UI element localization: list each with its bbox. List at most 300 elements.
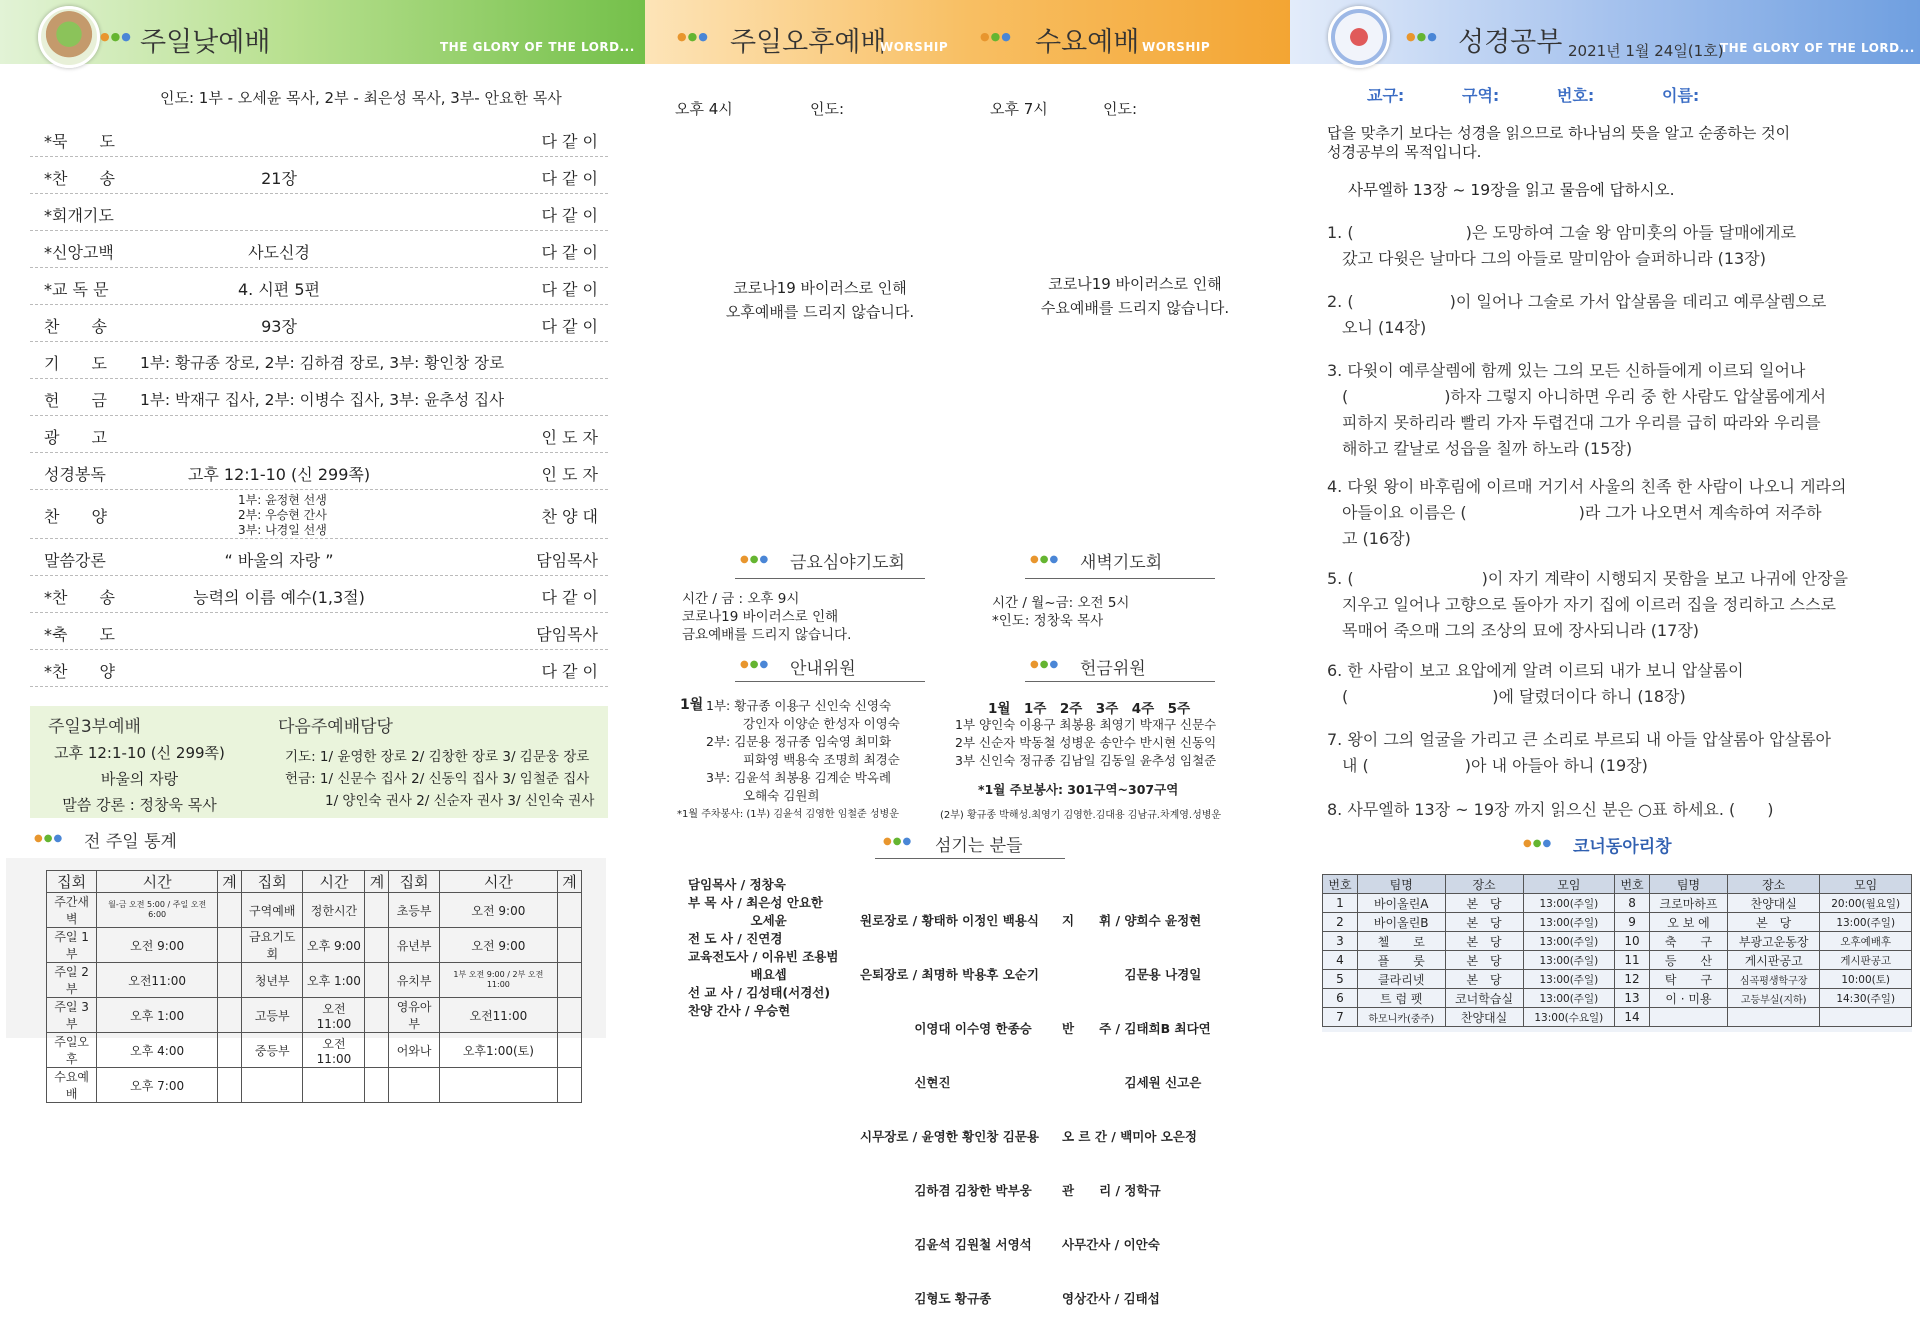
usher-line: 강인자 이양순 한성자 이영숙 bbox=[743, 716, 900, 731]
order-detail: 사도신경 bbox=[248, 243, 310, 262]
stats-cell: 중등부 bbox=[242, 1033, 303, 1068]
order-leader: 담임목사 bbox=[536, 625, 598, 644]
corner-cell bbox=[1650, 1008, 1728, 1027]
corner-cell: 본 당 bbox=[1445, 970, 1523, 989]
stats-cell: 주일 1부 bbox=[47, 928, 97, 963]
dawn-prayer-title: 새벽기도회 bbox=[1080, 553, 1163, 573]
order-item: *묵 도 bbox=[44, 132, 115, 151]
service-leaders: 인도: 1부 - 오세윤 목사, 2부 - 최은성 목사, 3부- 안요한 목사 bbox=[160, 89, 562, 107]
stats-cell: 오후 7:00 bbox=[97, 1068, 218, 1103]
question-line: 지우고 일어나 고향으로 돌아가 자기 집에 이르러 집을 정리하고 스스로 bbox=[1342, 595, 1836, 614]
student-fields bbox=[1367, 83, 1700, 106]
wednesday-leader: 인도: bbox=[1103, 100, 1138, 118]
order-item: *축 도 bbox=[44, 625, 115, 644]
stats-cell bbox=[365, 998, 389, 1033]
question-line: 3. 다윗이 예루살렘에 함께 있는 그의 모든 신하들에게 이르되 일어나 bbox=[1327, 361, 1806, 380]
choir-line: 2부: 우승현 간사 bbox=[238, 508, 327, 522]
stats-cell: 오후 1:00 bbox=[97, 998, 218, 1033]
bible-study-title: 성경공부 bbox=[1458, 27, 1563, 58]
offering-list bbox=[955, 716, 1216, 770]
bulletin-service-note2: (2부) 황규종 박해성.최영기 김영한.김대용 김남규.차계영.성병운 bbox=[940, 810, 1222, 821]
bulletin-service-note: *1월 주보봉사: 301구역~307구역 bbox=[978, 782, 1179, 797]
friday-prayer-info bbox=[682, 590, 851, 644]
stats-cell: 오전 9:00 bbox=[439, 893, 557, 928]
study-intro bbox=[1327, 124, 1790, 162]
usher-line: 피화영 백용숙 조명희 최경순 bbox=[743, 752, 900, 767]
order-row bbox=[30, 305, 608, 342]
divider bbox=[735, 578, 925, 579]
corner-cell: 바이올린B bbox=[1357, 913, 1445, 932]
field-number: 번호: bbox=[1557, 86, 1595, 105]
corner-row bbox=[1323, 989, 1912, 1008]
servant-line: 김문용 나경일 bbox=[1062, 967, 1202, 982]
wednesday-time: 오후 7시 bbox=[990, 100, 1048, 118]
corner-cell: 본 당 bbox=[1728, 913, 1820, 932]
next-line: 헌금: 1/ 신문수 집사 2/ 신동익 집사 3/ 임철준 집사 bbox=[285, 771, 590, 787]
divider bbox=[875, 858, 1065, 859]
stats-row bbox=[47, 998, 582, 1033]
stats-cell: 주일 3부 bbox=[47, 998, 97, 1033]
corner-header: 장소 bbox=[1445, 875, 1523, 894]
corner-cell: 게시판공고 bbox=[1728, 951, 1820, 970]
corner-header: 번호 bbox=[1615, 875, 1650, 894]
corner-cell: 하모니카(중주) bbox=[1357, 1008, 1445, 1027]
order-item: 찬 양 bbox=[44, 507, 107, 526]
order-detail: 1부: 박재구 집사, 2부: 이병수 집사, 3부: 윤추성 집사 bbox=[140, 391, 505, 409]
divider bbox=[1025, 578, 1215, 579]
stats-cell: 오전 9:00 bbox=[439, 928, 557, 963]
parking-note: *1월 주차봉사: (1부) 김윤석 김영한 임철준 성병운 bbox=[677, 809, 899, 820]
corner-cell: 14:30(주일) bbox=[1820, 989, 1912, 1008]
info-line: 시간 / 금 : 오후 9시 bbox=[682, 591, 800, 607]
corner-cell: 10 bbox=[1615, 932, 1650, 951]
corner-cell: 7 bbox=[1323, 1008, 1358, 1027]
order-row bbox=[30, 576, 608, 613]
third-line: 바울의 자랑 bbox=[100, 770, 179, 788]
servant-line: 반 주 / 김태희B 최다연 bbox=[1062, 1021, 1211, 1036]
corner-cell: 본 당 bbox=[1445, 913, 1523, 932]
stats-cell: 오후 9:00 bbox=[303, 928, 365, 963]
order-leader: 담임목사 bbox=[536, 551, 598, 570]
servant-line: 김세원 신고은 bbox=[1062, 1075, 1202, 1090]
offering-line: 2부 신순자 박동철 성병운 송안수 반시현 신동익 bbox=[955, 735, 1217, 750]
stats-header: 계 bbox=[558, 871, 582, 893]
corner-cell: 10:00(토) bbox=[1820, 970, 1912, 989]
notice-line: 코로나19 바이러스로 인해 bbox=[1048, 275, 1222, 293]
order-item: 광 고 bbox=[44, 428, 107, 447]
question-line: 8. 사무엘하 13장 ~ 19장 까지 읽으신 분은 ○표 하세요. ( ) bbox=[1327, 800, 1774, 819]
stats-cell bbox=[365, 893, 389, 928]
stats-row bbox=[47, 1068, 582, 1103]
order-item: 찬 송 bbox=[44, 317, 107, 336]
servant-line: 신현진 bbox=[860, 1075, 951, 1090]
stats-cell: 오전11:00 bbox=[303, 1033, 365, 1068]
question-line: 아들이요 이름은 ( )라 그가 나오면서 계속하여 저주하 bbox=[1342, 503, 1822, 522]
usher-line: 오해숙 김원희 bbox=[743, 788, 820, 803]
servant-line: 지 휘 / 양희수 윤정현 bbox=[1062, 913, 1202, 928]
third-service-title: 주일3부예배 bbox=[48, 717, 141, 737]
stats-cell bbox=[365, 1033, 389, 1068]
offering-title: 헌금위원 bbox=[1080, 659, 1146, 679]
stats-cell bbox=[439, 1068, 557, 1103]
servant-line: 이영대 이수영 한종승 bbox=[860, 1021, 1032, 1036]
corner-cell: 축 구 bbox=[1650, 932, 1728, 951]
corner-cell: 13:00(주일) bbox=[1820, 913, 1912, 932]
servant-line: 찬양 간사 / 우승현 bbox=[688, 1003, 791, 1018]
stats-cell: 오전11:00 bbox=[303, 998, 365, 1033]
stats-cell bbox=[365, 963, 389, 998]
servant-line: 시무장로 / 윤영한 황인창 김문용 bbox=[860, 1129, 1039, 1144]
corner-cell: 4 bbox=[1323, 951, 1358, 970]
hands-plant-emblem-icon bbox=[38, 6, 100, 68]
stats-header: 시간 bbox=[97, 871, 218, 893]
corner-cell: 본 당 bbox=[1445, 932, 1523, 951]
header-afternoon-wednesday bbox=[645, 0, 1290, 64]
order-detail: 4. 시편 5편 bbox=[238, 280, 320, 299]
decor-dots-icon: ●●● bbox=[100, 30, 132, 43]
corner-cell: 본 당 bbox=[1445, 951, 1523, 970]
corner-cell: 11 bbox=[1615, 951, 1650, 970]
divider bbox=[735, 681, 925, 682]
corner-cell: 9 bbox=[1615, 913, 1650, 932]
offering-line: 3부 신인숙 정규종 김남일 김동일 윤추성 임철준 bbox=[955, 753, 1217, 768]
order-item: 헌 금 bbox=[44, 391, 107, 410]
stats-cell bbox=[242, 1068, 303, 1103]
stats-cell: 청년부 bbox=[242, 963, 303, 998]
order-item: 성경봉독 bbox=[44, 465, 106, 484]
stats-cell bbox=[558, 1068, 582, 1103]
order-row bbox=[30, 120, 608, 157]
stats-cell bbox=[218, 963, 242, 998]
question-item bbox=[1327, 220, 1796, 272]
stats-cell: 주일 2부 bbox=[47, 963, 97, 998]
corner-cell: 13:00(주일) bbox=[1523, 932, 1615, 951]
question-line: 피하지 못하리라 빨리 가자 두렵건대 그가 우리를 급히 따라와 우리를 bbox=[1342, 413, 1821, 432]
stats-cell: 정한시간 bbox=[303, 893, 365, 928]
order-leader: 다 같 이 bbox=[541, 169, 598, 188]
afternoon-time: 오후 4시 bbox=[675, 100, 733, 118]
usher-line: 2부: 김문용 정규종 임숙영 최미화 bbox=[706, 734, 892, 749]
stats-table bbox=[46, 870, 582, 1103]
decor-dots-icon: ●●● bbox=[980, 30, 1012, 43]
usher-list bbox=[706, 697, 900, 805]
decor-dots-icon: ●●● bbox=[740, 554, 770, 565]
third-service-info bbox=[52, 740, 227, 818]
question-item bbox=[1327, 727, 1831, 779]
corner-row bbox=[1323, 932, 1912, 951]
question-line: 해하고 칼날로 성읍을 칠까 하노라 (15장) bbox=[1342, 439, 1633, 458]
order-row bbox=[30, 231, 608, 268]
intro-line: 답을 맞추기 보다는 성경을 읽으므로 하나님의 뜻을 알고 순종하는 것이 bbox=[1327, 124, 1791, 142]
stats-header: 계 bbox=[365, 871, 389, 893]
decor-dots-icon: ●●● bbox=[740, 659, 770, 670]
corner-cell: 13:00(수요일) bbox=[1523, 1008, 1615, 1027]
decor-dots-icon: ●●● bbox=[34, 833, 64, 844]
corner-club-table bbox=[1322, 874, 1912, 1027]
issue-date: 2021년 1월 24일(1호) bbox=[1568, 42, 1724, 60]
servant-line: 교육전도사 / 이유빈 조용범 bbox=[688, 949, 839, 964]
servant-line: 은퇴장로 / 최명하 박용후 오순기 bbox=[860, 967, 1039, 982]
corner-cell: 클라리넷 bbox=[1357, 970, 1445, 989]
wednesday-notice bbox=[1015, 272, 1255, 320]
order-leader: 다 같 이 bbox=[541, 280, 598, 299]
stats-cell bbox=[218, 928, 242, 963]
order-item: *회개기도 bbox=[44, 206, 114, 225]
stats-cell bbox=[389, 1068, 439, 1103]
stats-cell bbox=[365, 928, 389, 963]
order-detail: 93장 bbox=[261, 317, 297, 336]
question-line: 오니 (14장) bbox=[1342, 318, 1427, 337]
question-item bbox=[1327, 566, 1848, 644]
stats-cell bbox=[218, 1033, 242, 1068]
field-district: 교구: bbox=[1367, 86, 1405, 105]
stats-cell: 오전11:00 bbox=[439, 998, 557, 1033]
corner-row bbox=[1323, 970, 1912, 989]
friday-prayer-title: 금요심야기도회 bbox=[790, 553, 905, 573]
order-leader: 찬 양 대 bbox=[541, 507, 598, 526]
corner-cell: 13 bbox=[1615, 989, 1650, 1008]
order-leader: 인 도 자 bbox=[541, 465, 598, 484]
question-line: 1. ( )은 도망하여 그술 왕 암미훗의 아들 달매에게로 bbox=[1327, 223, 1797, 242]
order-leader: 다 같 이 bbox=[541, 206, 598, 225]
corner-cell: 게시판공고 bbox=[1820, 951, 1912, 970]
question-line: 갔고 다윗은 날마다 그의 아들로 말미암아 슬퍼하니라 (13장) bbox=[1342, 249, 1766, 268]
servant-line: 김하겸 김창한 박부웅 bbox=[860, 1183, 1032, 1198]
stats-cell: 구역예배 bbox=[242, 893, 303, 928]
choir-leaders bbox=[238, 493, 327, 538]
corner-header: 장소 bbox=[1728, 875, 1820, 894]
order-row bbox=[30, 157, 608, 194]
stats-cell: 유년부 bbox=[389, 928, 439, 963]
servant-line: 부 목 사 / 최은성 안요한 bbox=[688, 895, 823, 910]
next-week-info bbox=[285, 746, 594, 812]
corner-cell: 20:00(월요일) bbox=[1820, 894, 1912, 913]
order-row bbox=[30, 453, 608, 490]
stats-header: 집회 bbox=[389, 871, 439, 893]
decor-dots-icon: ●●● bbox=[883, 836, 913, 847]
servants-title: 섬기는 분들 bbox=[935, 836, 1023, 856]
servant-line: 김형도 황규종 bbox=[860, 1291, 992, 1306]
stats-header: 계 bbox=[218, 871, 242, 893]
corner-cell: 찬양대실 bbox=[1445, 1008, 1523, 1027]
corner-cell: 탁 구 bbox=[1650, 970, 1728, 989]
order-row bbox=[30, 268, 608, 305]
order-item: *교 독 문 bbox=[44, 280, 109, 299]
decor-dots-icon: ●●● bbox=[1523, 838, 1553, 849]
stats-header: 집회 bbox=[47, 871, 97, 893]
question-item bbox=[1327, 358, 1826, 462]
order-leader: 다 같 이 bbox=[541, 132, 598, 151]
corner-cell bbox=[1728, 1008, 1820, 1027]
order-item: *찬 송 bbox=[44, 169, 115, 188]
intro-line: 성경공부의 목적입니다. bbox=[1327, 143, 1482, 161]
decor-dots-icon: ●●● bbox=[1406, 30, 1438, 43]
corner-cell: 본 당 bbox=[1445, 894, 1523, 913]
corner-header: 팀명 bbox=[1650, 875, 1728, 894]
stats-cell: 금요기도회 bbox=[242, 928, 303, 963]
info-line: *인도: 정창욱 목사 bbox=[992, 613, 1104, 629]
info-line: 금요예배를 드리지 않습니다. bbox=[682, 627, 852, 643]
servant-line: 김윤석 김원철 서영석 bbox=[860, 1237, 1032, 1252]
question-line: 4. 다윗 왕이 바후림에 이르매 거기서 사울의 친족 한 사람이 나오니 게라의 bbox=[1327, 477, 1847, 496]
question-line: ( )하자 그렇지 아니하면 우리 중 한 사람도 압살롬에게서 bbox=[1342, 387, 1827, 406]
order-row bbox=[30, 379, 608, 416]
corner-row bbox=[1323, 913, 1912, 932]
stats-cell bbox=[558, 1033, 582, 1068]
question-line: 내 ( )아 내 아들아 하니 (19장) bbox=[1342, 756, 1648, 775]
stats-cell bbox=[558, 963, 582, 998]
afternoon-worship-title: 주일오후예배 bbox=[730, 27, 887, 58]
offering-line: 1부 양인숙 이용구 최봉용 최영기 박재구 신문수 bbox=[955, 717, 1217, 732]
order-item: *찬 양 bbox=[44, 662, 115, 681]
servant-line: 오 르 간 / 백미아 오은정 bbox=[1062, 1129, 1197, 1144]
divider bbox=[1025, 681, 1215, 682]
notice-line: 코로나19 바이러스로 인해 bbox=[733, 279, 907, 297]
corner-cell: 13:00(주일) bbox=[1523, 894, 1615, 913]
stats-cell bbox=[558, 893, 582, 928]
usher-month: 1월 bbox=[680, 697, 704, 713]
header-bible-study bbox=[1290, 0, 1920, 64]
usher-line: 1부: 황규종 이용구 신인숙 신영숙 bbox=[706, 698, 892, 713]
header-tagline: THE GLORY OF THE LORD... bbox=[1720, 41, 1915, 55]
question-item bbox=[1327, 289, 1826, 341]
order-row bbox=[30, 650, 608, 687]
servant-line: 배요셉 bbox=[688, 967, 787, 982]
stats-cell: 초등부 bbox=[389, 893, 439, 928]
stats-cell: 1부 오전 9:00 / 2부 오전 11:00 bbox=[439, 963, 557, 998]
field-zone: 구역: bbox=[1462, 86, 1500, 105]
notice-line: 수요예배를 드리지 않습니다. bbox=[1040, 299, 1230, 317]
question-line: 2. ( )이 일어나 그술로 가서 압살롬을 데리고 예루살렘으로 bbox=[1327, 292, 1827, 311]
stats-row bbox=[47, 963, 582, 998]
stats-cell: 월-금 오전 5:00 / 주일 오전 6:00 bbox=[97, 893, 218, 928]
stats-cell bbox=[558, 928, 582, 963]
worship-tag: WORSHIP bbox=[1142, 40, 1211, 54]
dawn-prayer-info bbox=[992, 594, 1129, 630]
notice-line: 오후예배를 드리지 않습니다. bbox=[725, 303, 915, 321]
stats-cell: 유치부 bbox=[389, 963, 439, 998]
corner-cell: 오 보 에 bbox=[1650, 913, 1728, 932]
question-item bbox=[1327, 474, 1846, 552]
question-line: 7. 왕이 그의 얼굴을 가리고 큰 소리로 부르되 내 아들 압살롬아 압살롬아 bbox=[1327, 730, 1831, 749]
info-line: 시간 / 월~금: 오전 5시 bbox=[992, 595, 1130, 611]
corner-header: 팀명 bbox=[1357, 875, 1445, 894]
corner-cell: 이 · 미용 bbox=[1650, 989, 1728, 1008]
stats-cell: 수요예배 bbox=[47, 1068, 97, 1103]
choir-line: 1부: 윤정현 선생 bbox=[238, 493, 327, 507]
question-line: 6. 한 사람이 보고 요압에게 알려 이르되 내가 보니 압살롬이 bbox=[1327, 661, 1744, 680]
corner-header: 모임 bbox=[1820, 875, 1912, 894]
field-name: 이름: bbox=[1662, 86, 1700, 105]
stats-cell: 주일오후 bbox=[47, 1033, 97, 1068]
servant-line: 사무간사 / 이안숙 bbox=[1062, 1237, 1160, 1252]
next-week-title: 다음주예배담당 bbox=[278, 717, 393, 737]
stats-cell: 오후 4:00 bbox=[97, 1033, 218, 1068]
order-leader: 다 같 이 bbox=[541, 317, 598, 336]
corner-cell: 오후예배후 bbox=[1820, 932, 1912, 951]
corner-cell: 코너학습실 bbox=[1445, 989, 1523, 1008]
corner-header: 모임 bbox=[1523, 875, 1615, 894]
servants-col3 bbox=[1062, 876, 1211, 1326]
corner-cell: 12 bbox=[1615, 970, 1650, 989]
stats-row bbox=[47, 928, 582, 963]
corner-cell: 플 룻 bbox=[1357, 951, 1445, 970]
question-item bbox=[1327, 797, 1774, 823]
worship-tag: WORSHIP bbox=[880, 40, 949, 54]
third-line: 고후 12:1-10 (신 299쪽) bbox=[54, 744, 225, 762]
corner-cell: 13:00(주일) bbox=[1523, 951, 1615, 970]
stats-cell bbox=[218, 893, 242, 928]
heart-hands-emblem-icon bbox=[1328, 6, 1390, 68]
servants-col2 bbox=[860, 876, 1039, 1326]
stats-header: 시간 bbox=[303, 871, 365, 893]
afternoon-leader: 인도: bbox=[810, 100, 845, 118]
stats-cell bbox=[558, 998, 582, 1033]
info-line: 코로나19 바이러스로 인해 bbox=[682, 609, 839, 625]
stats-row bbox=[47, 893, 582, 928]
corner-cell: 찬양대실 bbox=[1728, 894, 1820, 913]
stats-cell: 영유아부 bbox=[389, 998, 439, 1033]
stats-cell: 오전 9:00 bbox=[97, 928, 218, 963]
servant-line: 오세윤 bbox=[688, 913, 787, 928]
stats-cell: 오후1:00(토) bbox=[439, 1033, 557, 1068]
order-row bbox=[30, 194, 608, 231]
stats-cell: 어와나 bbox=[389, 1033, 439, 1068]
decor-dots-icon: ●●● bbox=[677, 30, 709, 43]
sunday-worship-title: 주일낮예배 bbox=[140, 27, 271, 58]
stats-row bbox=[47, 1033, 582, 1068]
stats-title: 전 주일 통계 bbox=[84, 832, 177, 852]
choir-line: 3부: 나경일 선생 bbox=[238, 523, 327, 537]
question-line: 목매어 죽으매 그의 조상의 묘에 장사되니라 (17장) bbox=[1342, 621, 1700, 640]
question-line: 5. ( )이 자기 계략이 시행되지 못함을 보고 나귀에 안장을 bbox=[1327, 569, 1849, 588]
order-item: 말씀강론 bbox=[44, 551, 106, 570]
order-row bbox=[30, 416, 608, 453]
corner-cell: 바이올린A bbox=[1357, 894, 1445, 913]
servant-line: 원로장로 / 황태하 이정인 백용식 bbox=[860, 913, 1039, 928]
order-leader: 인 도 자 bbox=[541, 428, 598, 447]
order-leader: 다 같 이 bbox=[541, 662, 598, 681]
corner-cell: 13:00(주일) bbox=[1523, 913, 1615, 932]
order-row bbox=[30, 613, 608, 650]
wednesday-worship-title: 수요예배 bbox=[1035, 27, 1140, 58]
servant-line: 담임목사 / 정창욱 bbox=[688, 877, 786, 892]
offering-header: 1월 1주 2주 3주 4주 5주 bbox=[988, 701, 1191, 717]
stats-cell: 오전11:00 bbox=[97, 963, 218, 998]
corner-cell: 14 bbox=[1615, 1008, 1650, 1027]
corner-cell: 8 bbox=[1615, 894, 1650, 913]
corner-cell: 3 bbox=[1323, 932, 1358, 951]
corner-cell: 1 bbox=[1323, 894, 1358, 913]
corner-cell: 13:00(주일) bbox=[1523, 970, 1615, 989]
corner-cell: 고등부실(지하) bbox=[1728, 989, 1820, 1008]
corner-row bbox=[1323, 951, 1912, 970]
stats-cell: 주간새벽 bbox=[47, 893, 97, 928]
stats-cell: 고등부 bbox=[242, 998, 303, 1033]
corner-cell: 크로마하프 bbox=[1650, 894, 1728, 913]
third-line: 말씀 강론 : 정창욱 목사 bbox=[62, 796, 217, 814]
order-detail: 능력의 이름 예수(1,3절) bbox=[193, 588, 365, 607]
order-row bbox=[30, 342, 608, 379]
order-detail: 21장 bbox=[261, 169, 297, 188]
corner-club-title: 코너동아리창 bbox=[1573, 837, 1672, 857]
order-leader: 다 같 이 bbox=[541, 588, 598, 607]
order-row bbox=[30, 539, 608, 576]
order-detail: “ 바울의 자랑 ” bbox=[224, 551, 334, 570]
corner-cell: 등 산 bbox=[1650, 951, 1728, 970]
corner-cell: 첼 로 bbox=[1357, 932, 1445, 951]
order-item: 기 도 bbox=[44, 354, 107, 373]
